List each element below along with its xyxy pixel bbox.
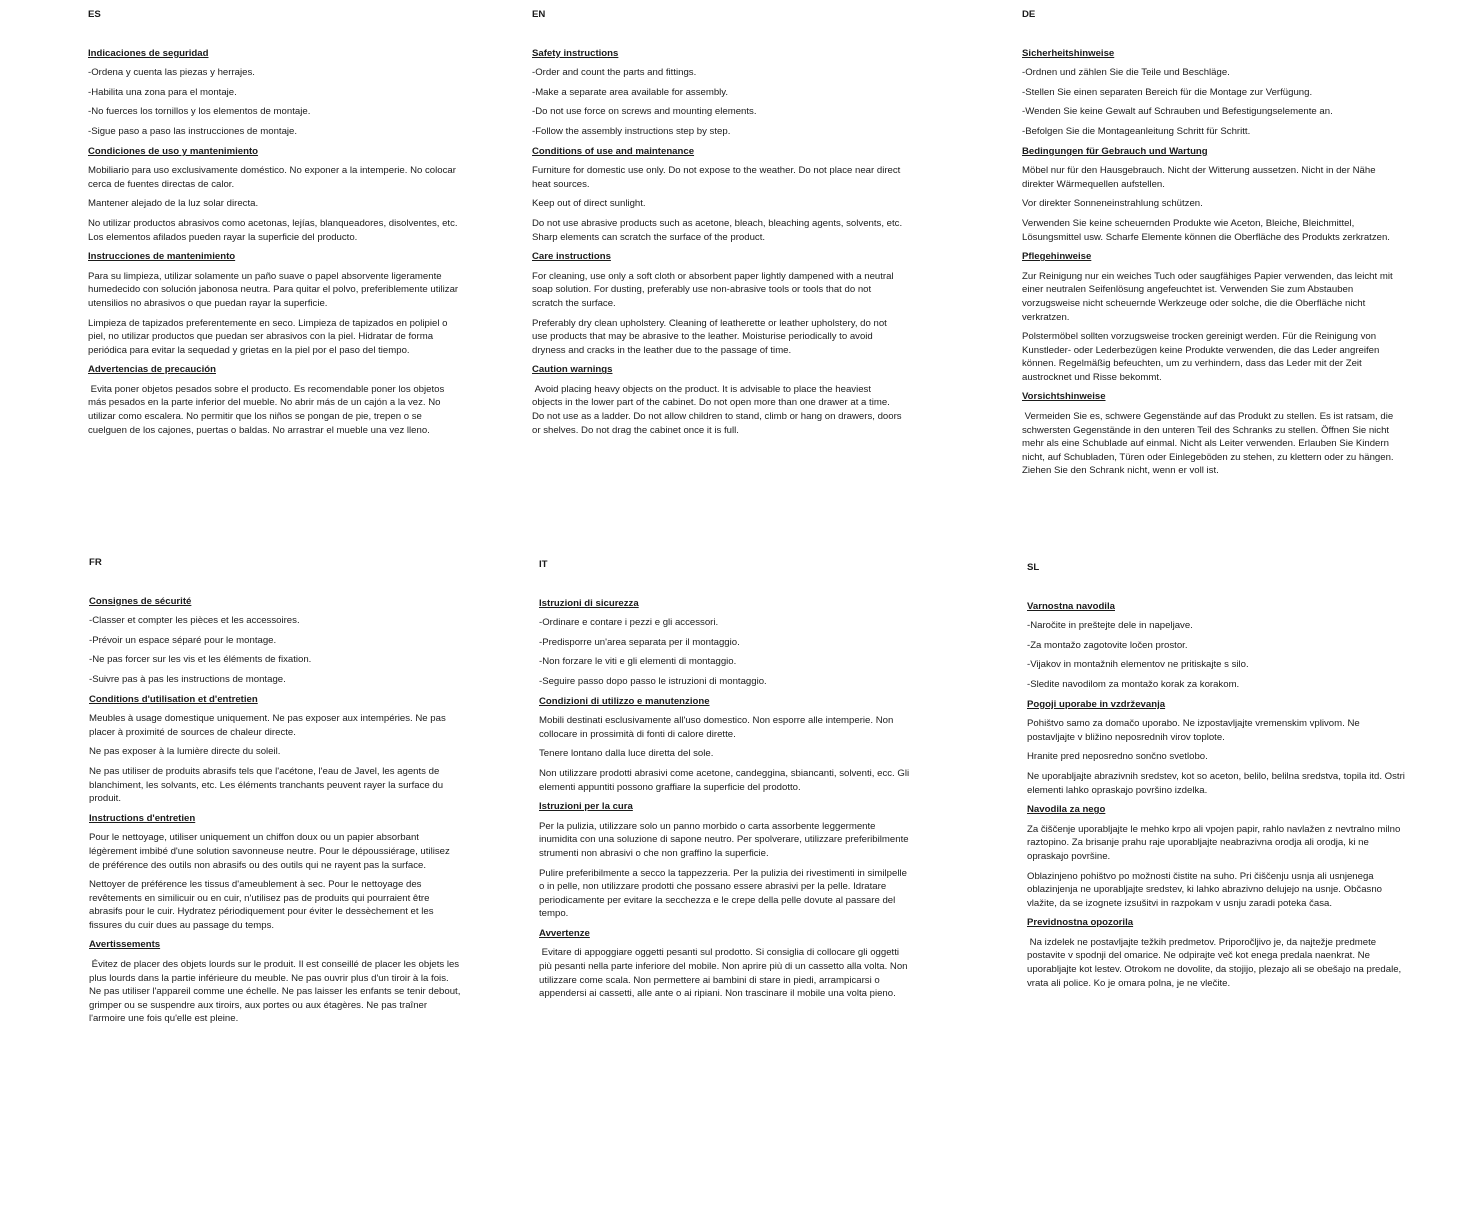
section-heading: Instrucciones de mantenimiento: [88, 251, 236, 263]
paragraph: -Non forzare le viti e gli elementi di montaggio.: [539, 656, 737, 668]
section-heading: Caution warnings: [532, 364, 613, 376]
paragraph: Ne uporabljajte abrazivnih sredstev, kot so aceton, belilo, belilna sredstva, topila itd. Ostri elementi lahko opraskajo površino izdelka.: [1027, 770, 1408, 796]
paragraph: For cleaning, use only a soft cloth or absorbent paper lightly dampened with a neutral soap solution. For dusting, preferably use non-abrasive tools or tools that do not scratch the surface.: [532, 270, 897, 309]
paragraph: Limpieza de tapizados preferentemente en seco. Limpieza de tapizados en polipiel o piel, no utilizar productos que puedan ser abrasivos con la piel. Hidratar de forma periódica para evitar la sequedad y grietas en la piel por el paso del tiempo.: [88, 317, 451, 356]
section-heading: Care instructions: [532, 251, 611, 263]
paragraph: Vermeiden Sie es, schwere Gegenstände auf das Produkt zu stellen. Es ist ratsam, die schwersten Gegenstände in den unteren Teil des Schranks zu stellen. Öffnen Sie nicht mehr als eine Schublade auf einmal. Nicht als Leiter verwenden. Erlauben Sie Kindern nicht, auf Schubladen, Türen oder Einlegeböden zu stehen, zu klettern oder zu hängen. Ziehen Sie den Schrank nicht, wenn er voll ist.: [1022, 411, 1397, 477]
paragraph: Para su limpieza, utilizar solamente un paño suave o papel absorvente ligeramente humedecido con solución jabonosa neutra. Para quitar el polvo, preferiblemente utilizar utensilios no abrasivos o que puedan rayar la superficie.: [88, 270, 461, 309]
paragraph: -Predisporre un'area separata per il montaggio.: [539, 636, 740, 648]
paragraph: Do not use abrasive products such as acetone, bleach, bleaching agents, solvents, etc. Sharp elements can scratch the surface of the product.: [532, 217, 905, 243]
paragraph: Évitez de placer des objets lourds sur le produit. Il est conseillé de placer les objets les plus lourds dans la partie inférieure du meuble. Ne pas ouvrir plus d'un tiroir à la fois. Ne pas utiliser l'appareil comme une échelle. Ne pas laisser les enfants se tenir debout, grimper ou se suspendre aux tiroirs, aux portes ou aux étagères. Ne pas traîner l'armoire une fois qu'elle est pleine.: [89, 959, 464, 1025]
language-code-label: ES: [88, 9, 101, 20]
language-block-fr: [89, 556, 464, 1032]
paragraph: Vor direkter Sonneneinstrahlung schützen.: [1022, 198, 1203, 210]
paragraph: Na izdelek ne postavljajte težkih predmetov. Priporočljivo je, da najtežje predmete postavite v spodnji del omarice. Ne odpirajte več kot enega predala naenkrat. Ne uporabljajte kot lestev. Otrokom ne dovolite, da stojijo, plezajo ali se obešajo na predale, vrata ali police. Ko je omara polna, je ne vlečite.: [1027, 936, 1404, 989]
paragraph: No utilizar productos abrasivos como acetonas, lejías, blanqueadores, disolventes, etc. Los elementos afilados pueden rayar la superficie del producto.: [88, 217, 461, 243]
paragraph: -Suivre pas à pas les instructions de montage.: [89, 673, 286, 685]
section-heading: Condizioni di utilizzo e manutenzione: [539, 695, 710, 707]
paragraph: -Vijakov in montažnih elementov ne pritiskajte s silo.: [1027, 659, 1249, 671]
language-code-label: DE: [1022, 9, 1036, 20]
language-block-it: [539, 558, 911, 1007]
paragraph: -Ordena y cuenta las piezas y herrajes.: [88, 67, 255, 79]
section-heading: Conditions d'utilisation et d'entretien: [89, 693, 258, 705]
language-code-label: IT: [539, 559, 548, 570]
section-heading: Varnostna navodila: [1027, 600, 1115, 612]
language-code-label: EN: [532, 9, 546, 20]
paragraph: Non utilizzare prodotti abrasivi come acetone, candeggina, sbiancanti, solventi, ecc. Gli elementi appuntiti possono graffiare la superficie del prodotto.: [539, 767, 912, 793]
paragraph: Mobiliario para uso exclusivamente doméstico. No exponer a la intemperie. No colocar cerca de fuentes directas de calor.: [88, 165, 459, 190]
sections-container: [89, 595, 464, 1026]
paragraph: Za čiščenje uporabljajte le mehko krpo ali vpojen papir, rahlo navlažen z nevtralno milno raztopino. Za brisanje prahu raje uporabljajte neabrazivna orodja ali orodja, ki ne opraskajo površine.: [1027, 823, 1403, 862]
paragraph: -No fuerces los tornillos y los elementos de montaje.: [88, 106, 311, 118]
section-heading: Condiciones de uso y mantenimiento: [88, 145, 259, 157]
language-block-sl: [1027, 561, 1407, 996]
language-code-label: SL: [1027, 562, 1040, 573]
paragraph: Meubles à usage domestique uniquement. Ne pas exposer aux intempéries. Ne pas placer à proximité de sources de chaleur directe.: [89, 713, 449, 738]
sections-container: [1022, 47, 1402, 478]
paragraph: -Naročite in preštejte dele in napeljave.: [1027, 620, 1193, 632]
paragraph: Verwenden Sie keine scheuernden Produkte wie Aceton, Bleiche, Bleichmittel, Lösungsmittel usw. Scharfe Elemente können die Oberfläche des Produkts zerkratzen.: [1022, 217, 1390, 243]
section-heading: Sicherheitshinweise: [1022, 47, 1115, 59]
section-heading: Consignes de sécurité: [89, 595, 192, 607]
section-heading: Indicaciones de seguridad: [88, 47, 209, 59]
paragraph: -Seguire passo dopo passo le istruzioni di montaggio.: [539, 675, 767, 687]
language-block-de: [1022, 8, 1402, 484]
paragraph: Furniture for domestic use only. Do not expose to the weather. Do not place near direct heat sources.: [532, 165, 903, 190]
language-code-label: FR: [89, 557, 102, 568]
paragraph: Polstermöbel sollten vorzugsweise trocken gereinigt werden. Für die Reinigung von Kunstleder- oder Lederbezügen keine Produkte verwenden, die das Leder angreifen können. Regelmäßig befeuchten, um zu verhindern, dass das Leder mit der Zeit austrocknet und Risse bekommt.: [1022, 331, 1383, 383]
paragraph: Mantener alejado de la luz solar directa.: [88, 198, 259, 210]
paragraph: Zur Reinigung nur ein weiches Tuch oder saugfähiges Papier verwenden, das leicht mit einer neutralen Seifenlösung angefeuchtet ist. Verwenden Sie zum Abstauben vorzugsweise nicht scheuernde Werkzeuge oder solche, die die Oberfläche nicht verkratzen.: [1022, 270, 1396, 323]
paragraph: -Befolgen Sie die Montageanleitung Schritt für Schritt.: [1022, 125, 1251, 137]
paragraph: Tenere lontano dalla luce diretta del sole.: [539, 748, 714, 760]
paragraph: Keep out of direct sunlight.: [532, 198, 646, 210]
paragraph: -Order and count the parts and fittings.: [532, 67, 697, 79]
section-heading: Instructions d'entretien: [89, 812, 196, 824]
paragraph: -Make a separate area available for assembly.: [532, 86, 729, 98]
section-heading: Avertissements: [89, 939, 161, 951]
language-block-en: [532, 8, 904, 443]
paragraph: -Sledite navodilom za montažo korak za korakom.: [1027, 678, 1240, 690]
section-heading: Navodila za nego: [1027, 804, 1106, 816]
paragraph: -Classer et compter les pièces et les accessoires.: [89, 615, 300, 627]
paragraph: -Habilita una zona para el montaje.: [88, 86, 237, 98]
paragraph: Mobili destinati esclusivamente all'uso domestico. Non esporre alle intemperie. Non collocare in prossimità di fonti di calore dirette.: [539, 715, 896, 740]
paragraph: Pohištvo samo za domačo uporabo. Ne izpostavljajte vremenskim vplivom. Ne postavljajte v bližino neposrednih virov toplote.: [1027, 718, 1363, 743]
paragraph: Evitare di appoggiare oggetti pesanti sul prodotto. Si consiglia di collocare gli oggetti più pesanti nella parte inferiore del mobile. Non aprire più di un cassetto alla volta. Non utilizzare come scala. Non permettere ai bambini di stare in piedi, arrampicarsi o appendersi ai cassetti, alle ante o ai ripiani. Non trascinare il mobile una volta pieno.: [539, 947, 911, 1000]
paragraph: Evita poner objetos pesados sobre el producto. Es recomendable poner los objetos más pesados en la parte inferior del mueble. No abrir más de un cajón a la vez. No utilizar como escalera. No permitir que los niños se pongan de pie, trepen o se cuelguen de los cajones, puertas o baldas. No arrastrar el mueble una vez lleno.: [88, 383, 447, 436]
paragraph: Oblazinjeno pohištvo po možnosti čistite na suho. Pri čiščenju usnja ali usnjenega oblazinjenja ne uporabljajte sredstev, ki lahko abrazivno delujejo na usnje. Občasno vlažite, da se izognete izsušitvi in razpokam v usnju zaradi poteka časa.: [1027, 870, 1385, 909]
paragraph: Hranite pred neposredno sončno svetlobo.: [1027, 751, 1208, 763]
paragraph: Ne pas utiliser de produits abrasifs tels que l'acétone, l'eau de Javel, les agents de blanchiment, les solvants, etc. Les éléments tranchants peuvent rayer la surface du produit.: [89, 765, 446, 805]
paragraph: Möbel nur für den Hausgebrauch. Nicht der Witterung aussetzen. Nicht in der Nähe direkter Wärmequellen aufstellen.: [1022, 165, 1379, 190]
section-heading: Istruzioni per la cura: [539, 801, 633, 813]
section-heading: Avvertenze: [539, 927, 590, 939]
sections-container: [1027, 600, 1407, 991]
language-block-es: [88, 8, 460, 443]
section-heading: Conditions of use and maintenance: [532, 145, 695, 157]
section-heading: Pflegehinweise: [1022, 251, 1092, 263]
paragraph: Ne pas exposer à la lumière directe du soleil.: [89, 746, 281, 758]
paragraph: Pour le nettoyage, utiliser uniquement un chiffon doux ou un papier absorbant légèrement imbibé d'une solution savonneuse neutre. Pour le dépoussiérage, utilisez de préférence des outils non abrasifs ou des outils qui ne rayent pas la surface.: [89, 832, 453, 871]
paragraph: -Sigue paso a paso las instrucciones de montaje.: [88, 125, 298, 137]
paragraph: -Wenden Sie keine Gewalt auf Schrauben und Befestigungselemente an.: [1022, 106, 1333, 118]
paragraph: Nettoyer de préférence les tissus d'ameublement à sec. Pour le nettoyage des revêtements en similicuir ou en cuir, n'utilisez pas de produits qui pourraient être abrasifs pour le cuir. Hydratez périodiquement pour éviter le dessèchement et les fissures du cuir dues au passage du temps.: [89, 879, 437, 931]
sections-container: [88, 47, 460, 438]
paragraph: -Ordnen und zählen Sie die Teile und Beschläge.: [1022, 67, 1230, 79]
sections-container: [532, 47, 904, 438]
section-heading: Vorsichtshinweise: [1022, 391, 1106, 403]
paragraph: -Ne pas forcer sur les vis et les éléments de fixation.: [89, 654, 312, 666]
section-heading: Pogoji uporabe in vzdrževanja: [1027, 698, 1166, 710]
section-heading: Istruzioni di sicurezza: [539, 597, 639, 609]
paragraph: -Ordinare e contare i pezzi e gli accessori.: [539, 617, 719, 629]
paragraph: -Stellen Sie einen separaten Bereich für die Montage zur Verfügung.: [1022, 86, 1313, 98]
paragraph: Avoid placing heavy objects on the product. It is advisable to place the heaviest objects in the lower part of the cabinet. Do not open more than one drawer at a time. Do not use as a ladder. Do not allow children to stand, climb or hang on drawers, doors or shelves. Do not drag the cabinet once it is full.: [532, 383, 905, 436]
paragraph: -Do not use force on screws and mounting elements.: [532, 106, 757, 118]
paragraph: -Follow the assembly instructions step by step.: [532, 125, 731, 137]
section-heading: Safety instructions: [532, 47, 619, 59]
section-heading: Previdnostna opozorila: [1027, 917, 1134, 929]
sections-container: [539, 597, 911, 1001]
section-heading: Advertencias de precaución: [88, 364, 216, 376]
paragraph: -Prévoir un espace séparé pour le montage.: [89, 634, 277, 646]
paragraph: Preferably dry clean upholstery. Cleaning of leatherette or leather upholstery, do not use products that may be abrasive to the leather. Moisturise periodically to avoid dryness and cracks in the leather due to the passage of time.: [532, 317, 890, 356]
paragraph: -Za montažo zagotovite ločen prostor.: [1027, 639, 1188, 651]
section-heading: Bedingungen für Gebrauch und Wartung: [1022, 145, 1208, 157]
paragraph: Pulire preferibilmente a secco la tappezzeria. Per la pulizia dei rivestimenti in similpelle o in pelle, non utilizzare prodotti che possano essere abrasivi per la pelle. Idratare periodicamente per evitare la secchezza e le crepe della pelle dovute al passare del tempo.: [539, 867, 910, 920]
paragraph: Per la pulizia, utilizzare solo un panno morbido o carta assorbente leggermente inumidita con una soluzione di sapone neutro. Per spolverare, utilizzare preferibilmente strumenti non abrasivi o che non graffino la superficie.: [539, 820, 912, 859]
